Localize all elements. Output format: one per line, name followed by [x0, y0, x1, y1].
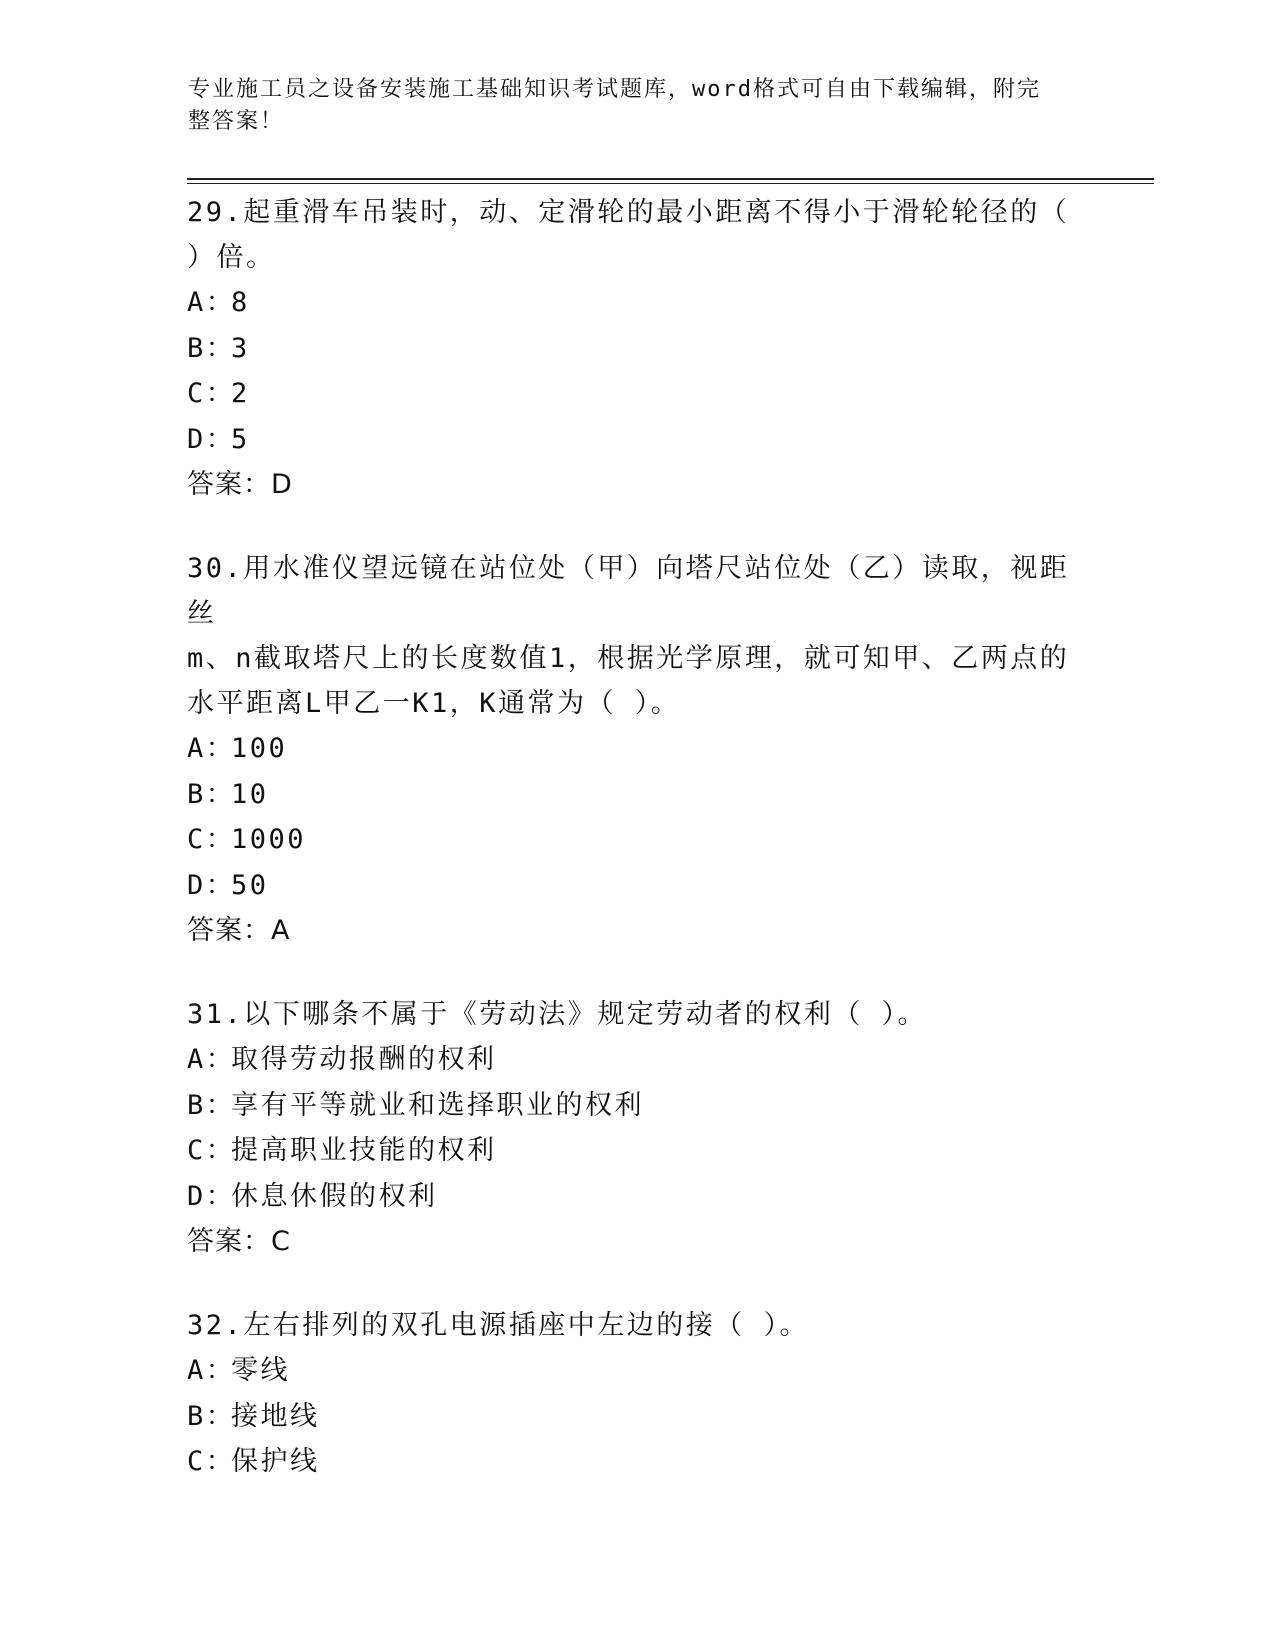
option-letter: D： [187, 869, 236, 901]
option-letter: D： [187, 423, 236, 455]
question-stem-line: 29.起重滑车吊装时，动、定滑轮的最小距离不得小于滑轮轮径的（ [187, 197, 1070, 228]
option-letter: C： [187, 378, 236, 409]
option-b [187, 1394, 1087, 1440]
option-c [187, 1439, 1087, 1485]
option-text: 保护线 [231, 1446, 320, 1477]
question-stem-line: 水平距离L甲乙一K1，K通常为（ ）。 [187, 688, 681, 719]
option-text: 10 [231, 778, 269, 810]
option-text: 8 [231, 287, 250, 318]
option-text: 休息休假的权利 [231, 1180, 438, 1212]
option-text: 取得劳动报酬的权利 [231, 1044, 497, 1075]
option-text: 50 [231, 869, 269, 901]
option-letter: B： [187, 332, 236, 364]
question-31 [187, 992, 1087, 1264]
question-stem-line: 30.用水准仪望远镜在站位处（甲）向塔尺站位处（乙）读取，视距丝 [187, 553, 1070, 629]
header-line-1: 专业施工员之设备安装施工基础知识考试题库，word格式可自由下载编辑，附完 [188, 77, 1041, 102]
option-c [187, 1128, 1087, 1174]
option-letter: B： [187, 1089, 236, 1121]
option-text: 5 [231, 423, 250, 455]
option-letter: A： [187, 1355, 236, 1386]
option-letter: C： [187, 1446, 236, 1477]
option-d [187, 1174, 1087, 1220]
option-letter: D： [187, 1180, 236, 1212]
option-letter: A： [187, 1044, 236, 1075]
option-c [187, 817, 1087, 863]
question-stem-line: 31.以下哪条不属于《劳动法》规定劳动者的权利（ ）。 [187, 999, 928, 1030]
option-d [187, 863, 1087, 909]
option-a [187, 726, 1087, 772]
option-b [187, 772, 1087, 818]
question-29 [187, 190, 1087, 507]
option-text: 100 [231, 733, 288, 764]
option-b [187, 326, 1087, 372]
question-stem-line: ）倍。 [187, 242, 276, 273]
option-text: 提高职业技能的权利 [231, 1135, 497, 1166]
page-header [188, 74, 1068, 138]
option-text: 3 [231, 332, 250, 364]
option-letter: B： [187, 1400, 236, 1432]
option-a [187, 1348, 1087, 1394]
header-divider-thin [187, 183, 1154, 184]
question-stem-line: 32.左右排列的双孔电源插座中左边的接（ ）。 [187, 1310, 810, 1341]
option-letter: A： [187, 733, 236, 764]
option-d [187, 417, 1087, 463]
option-text: 零线 [231, 1355, 290, 1386]
option-c [187, 371, 1087, 417]
header-divider-thick [187, 178, 1154, 180]
answer-line: 答案：C [187, 1226, 291, 1257]
option-b [187, 1083, 1087, 1129]
option-text: 接地线 [231, 1400, 320, 1432]
option-text: 1000 [231, 824, 307, 855]
header-line-2: 整答案！ [188, 109, 285, 134]
question-list [187, 190, 1087, 1524]
question-stem-line: m、n截取塔尺上的长度数值1，根据光学原理，就可知甲、乙两点的 [187, 643, 1070, 674]
option-letter: C： [187, 1135, 236, 1166]
option-text: 享有平等就业和选择职业的权利 [231, 1089, 644, 1121]
option-a [187, 280, 1087, 326]
option-letter: A： [187, 287, 236, 318]
answer-line: 答案：A [187, 915, 291, 946]
option-letter: C： [187, 824, 236, 855]
option-text: 2 [231, 378, 250, 409]
option-a [187, 1037, 1087, 1083]
question-32 [187, 1303, 1087, 1485]
answer-line: 答案：D [187, 469, 293, 500]
question-30 [187, 546, 1087, 953]
option-letter: B： [187, 778, 236, 810]
